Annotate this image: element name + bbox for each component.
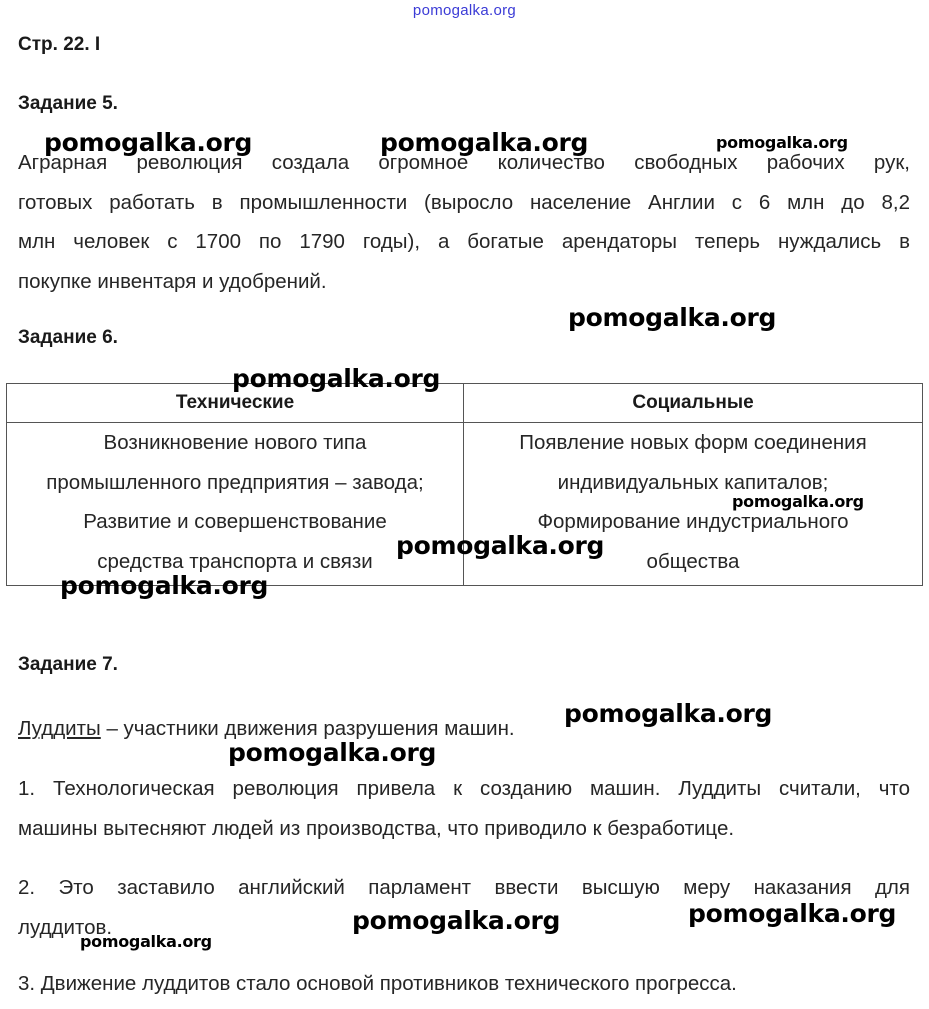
task5-line: готовых работать в промышленности (выросло население Англии с 6 млн до 8,2 — [18, 190, 910, 214]
task5-text — [18, 143, 910, 301]
cell-line: индивидуальных капиталов; — [557, 470, 829, 494]
paragraph-line: 2. Это заставило английский парламент ввести высшую меру наказания для — [18, 876, 910, 899]
site-watermark: pomogalka.org — [412, 2, 517, 19]
term-luddites: Луддиты — [18, 717, 101, 740]
watermark: pomogalka.org — [396, 531, 605, 560]
task7-heading: Задание 7. — [18, 654, 118, 675]
paragraph-line: 3. Движение луддитов стало основой противников технического прогресса. — [18, 972, 737, 995]
watermark: pomogalka.org — [352, 906, 561, 935]
task7-paragraph-1 — [18, 769, 910, 848]
task6-heading: Задание 6. — [18, 327, 118, 348]
cell-line: Развитие и совершенствование — [83, 510, 387, 533]
watermark: pomogalka.org — [716, 133, 848, 152]
cell-line: промышленного предприятия – завода; — [46, 470, 424, 494]
cell-line: Возникновение нового типа — [103, 431, 367, 454]
watermark: pomogalka.org — [232, 364, 441, 393]
term-definition: – участники движения разрушения машин. — [100, 717, 515, 740]
cell-line: Формирование индустриального — [537, 510, 849, 533]
task5-line: млн человек с 1700 по 1790 годы), а богатые арендаторы теперь нуждались в — [18, 230, 910, 253]
watermark: pomogalka.org — [228, 738, 437, 767]
task7-paragraph-3 — [18, 964, 910, 1004]
watermark: pomogalka.org — [380, 128, 589, 157]
task5-line: Аграрная революция создала огромное количество свободных рабочих рук, — [18, 151, 910, 174]
page-heading: Стр. 22. I — [18, 34, 101, 55]
cell-line: общества — [646, 549, 740, 573]
watermark: pomogalka.org — [60, 571, 269, 600]
watermark: pomogalka.org — [564, 699, 773, 728]
task5-line: покупке инвентаря и удобрений. — [18, 269, 327, 293]
column-header-technical: Технические — [7, 384, 464, 423]
cell-line: Появление новых форм соединения — [519, 431, 867, 454]
technical-cell — [7, 423, 464, 586]
table-header-row — [7, 384, 923, 423]
watermark: pomogalka.org — [688, 899, 897, 928]
watermark: pomogalka.org — [44, 128, 253, 157]
task5-heading: Задание 5. — [18, 93, 118, 114]
cell-line: средства транспорта и связи — [97, 549, 373, 573]
paragraph-line: луддитов. — [18, 915, 113, 939]
paragraph-line: машины вытесняют людей из производства, что приводило к безработице. — [18, 816, 735, 840]
watermark: pomogalka.org — [80, 932, 212, 951]
task7-definition — [18, 709, 910, 749]
column-header-social: Социальные — [464, 384, 923, 423]
paragraph-line: 1. Технологическая революция привела к созданию машин. Луддиты считали, что — [18, 777, 910, 800]
watermark: pomogalka.org — [568, 303, 777, 332]
watermark: pomogalka.org — [732, 492, 864, 511]
